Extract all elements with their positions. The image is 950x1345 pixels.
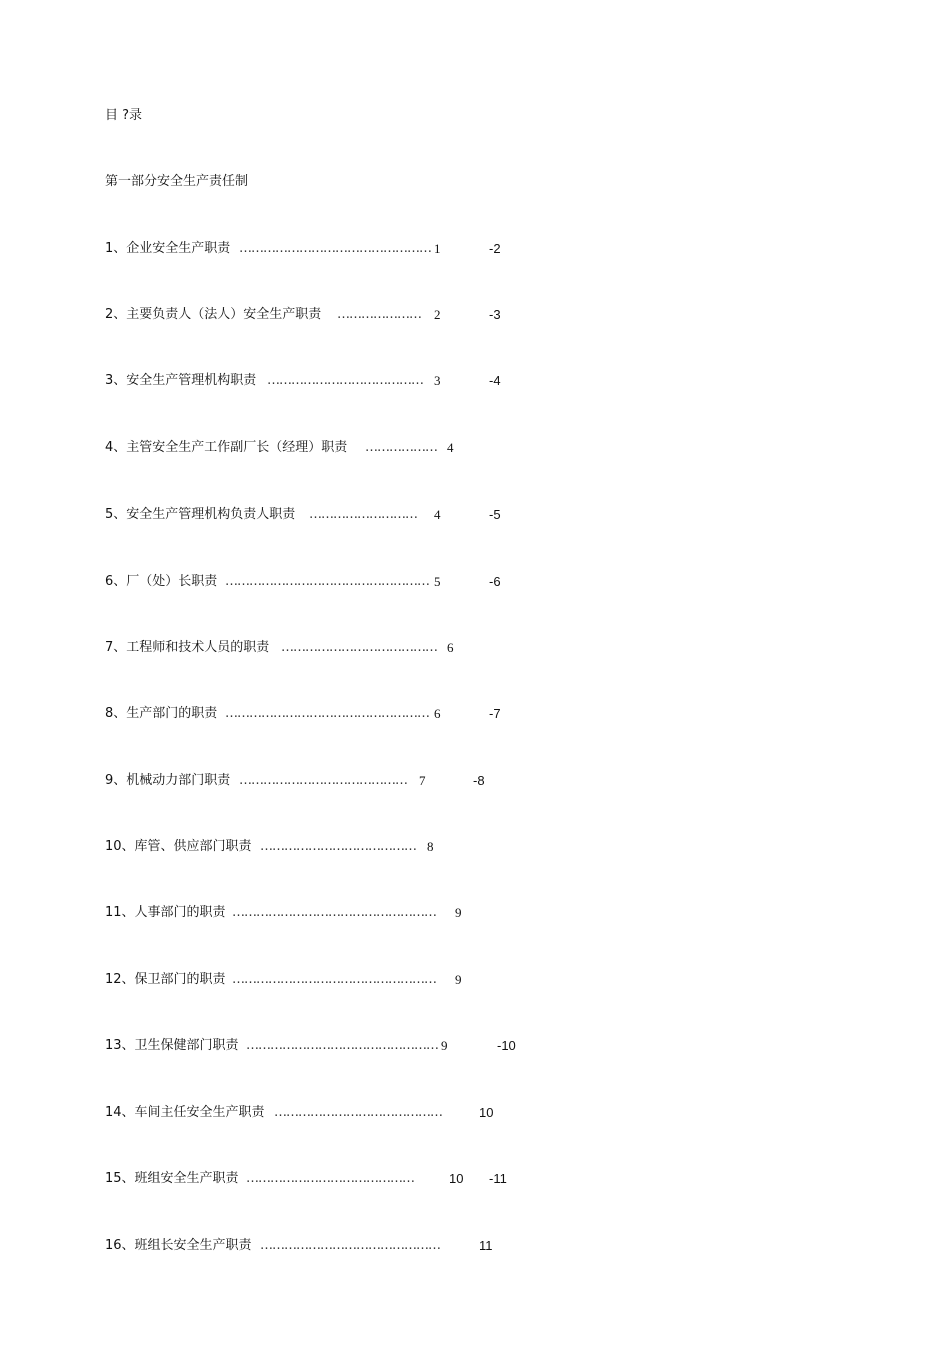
- entry-leader-dots: ………………………………………: [260, 1238, 440, 1253]
- entry-leader-dots: …………………………………: [281, 640, 437, 655]
- entry-page: 8: [427, 839, 434, 854]
- entry-leader-dots: ……………………………………………: [225, 574, 429, 589]
- entry-page-end: -4: [489, 373, 501, 388]
- entry-label: 4、主管安全生产工作副厂长（经理）职责: [105, 440, 348, 455]
- entry-label: 9、机械动力部门职责: [105, 773, 231, 788]
- entry-label: 3、安全生产管理机构职责: [105, 373, 257, 388]
- entry-label: 6、厂（处）长职责: [105, 574, 218, 589]
- entry-page-end: -5: [489, 507, 501, 522]
- entry-page: 9: [455, 972, 462, 987]
- entry-label: 8、生产部门的职责: [105, 706, 218, 721]
- part-heading-text: 第一部分安全生产责任制: [105, 174, 249, 189]
- entry-label: 16、班组长安全生产职责: [105, 1238, 252, 1253]
- entry-label: 1、企业安全生产职责: [105, 241, 231, 256]
- entry-leader-dots: ……………………………………………: [225, 706, 429, 721]
- entry-page-end: -7: [489, 706, 501, 721]
- entry-page-end: -2: [489, 241, 501, 256]
- entry-page: 10: [479, 1105, 494, 1120]
- entry-page: 6: [447, 640, 454, 655]
- entry-leader-dots: …………………………………………: [246, 1038, 438, 1053]
- entry-page-end: -3: [489, 307, 501, 322]
- entry-page: 11: [479, 1238, 493, 1253]
- entry-leader-dots: …………………………………: [267, 373, 423, 388]
- entry-page: 1: [434, 241, 441, 256]
- entry-page: 2: [434, 307, 441, 322]
- entry-label: 7、工程师和技术人员的职责: [105, 640, 270, 655]
- entry-label: 5、安全生产管理机构负责人职责: [105, 507, 296, 522]
- entry-leader-dots: ……………………………………: [246, 1171, 414, 1186]
- entry-label: 12、保卫部门的职责: [105, 972, 226, 987]
- entry-label: 2、主要负责人（法人）安全生产职责: [105, 307, 322, 322]
- entry-page: 3: [434, 373, 441, 388]
- entry-page: 6: [434, 706, 441, 721]
- entry-page: 7: [419, 773, 426, 788]
- entry-leader-dots: …………………………………: [260, 839, 416, 854]
- entry-page-end: -6: [489, 574, 501, 589]
- entry-page: 10: [449, 1171, 464, 1186]
- entry-leader-dots: …………………: [337, 307, 421, 322]
- entry-page: 4: [434, 507, 441, 522]
- entry-label: 13、卫生保健部门职责: [105, 1038, 239, 1053]
- entry-leader-dots: …………………………………………: [239, 241, 431, 256]
- entry-label: 14、车间主任安全生产职责: [105, 1105, 265, 1120]
- entry-leader-dots: ……………………………………: [239, 773, 407, 788]
- entry-label: 10、库管、供应部门职责: [105, 839, 252, 854]
- entry-label: 15、班组安全生产职责: [105, 1171, 239, 1186]
- entry-page: 9: [441, 1038, 448, 1053]
- entry-page: 9: [455, 905, 462, 920]
- entry-page: 4: [447, 440, 454, 455]
- entry-leader-dots: ………………: [365, 440, 437, 455]
- entry-leader-dots: ………………………: [309, 507, 417, 522]
- entry-page-end: -10: [497, 1038, 516, 1053]
- entry-leader-dots: ……………………………………………: [232, 972, 436, 987]
- entry-leader-dots: ……………………………………………: [232, 905, 436, 920]
- entry-page-end: -8: [473, 773, 485, 788]
- toc-title-text: 目 ?录: [105, 108, 143, 123]
- entry-page: 5: [434, 574, 441, 589]
- entry-leader-dots: ……………………………………: [274, 1105, 442, 1120]
- entry-page-end: -11: [489, 1171, 507, 1186]
- entry-label: 11、人事部门的职责: [105, 905, 226, 920]
